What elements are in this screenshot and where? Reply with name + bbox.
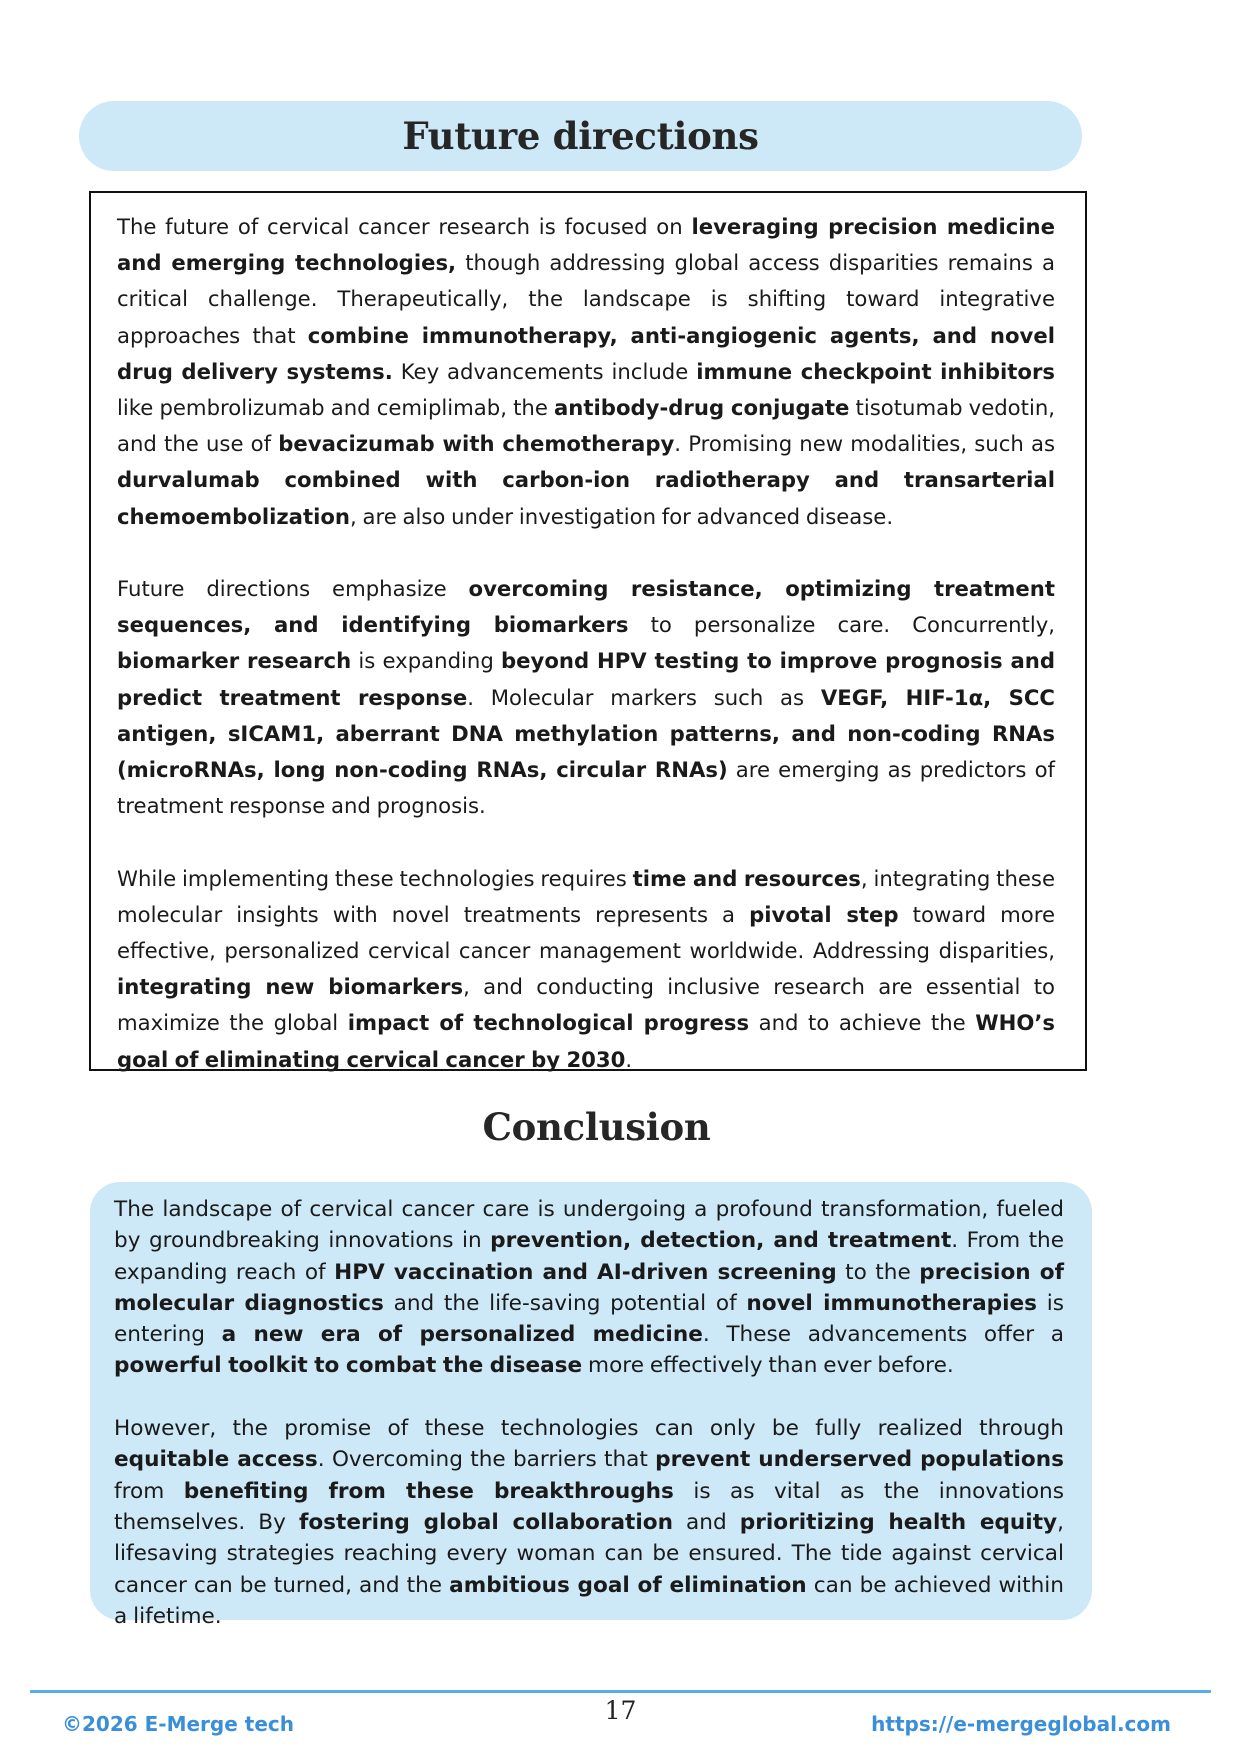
body-text: However, the promise of these technologies can only be fully realized through [114, 1416, 1064, 1442]
body-text: The landscape of cervical cancer care is undergoing a profound transformation, fueled by groundbreaking innovations in [114, 1197, 1064, 1254]
emphasized-text: time and resources [632, 865, 861, 891]
future-paragraph-2 [117, 571, 1055, 824]
body-text: more effectively than ever before. [582, 1353, 954, 1379]
body-text: , lifesaving strategies reaching every woman can be ensured. The tide against cervical cancer can be turned, and the [114, 1509, 1064, 1598]
emphasized-text: a new era of personalized medicine [221, 1322, 703, 1348]
footer-copyright: ©2026 E-Merge tech [62, 1712, 294, 1736]
emphasized-text: immune checkpoint inhibitors [696, 358, 1056, 384]
emphasized-text: prevent underserved populations [655, 1447, 1064, 1473]
body-text: and [672, 1509, 740, 1535]
emphasized-text: beyond HPV testing to improve prognosis and predict treatment response [117, 648, 1055, 710]
emphasized-text: overcoming resistance, optimizing treatment sequences, and identifying biomarkers [117, 576, 1056, 638]
body-text: is entering [114, 1290, 1064, 1348]
emphasized-text: biomarker research [117, 648, 352, 674]
body-text: is expanding [351, 648, 501, 674]
emphasized-text: WHO’s goal of eliminating cervical cancer by 2030 [117, 1010, 1056, 1072]
future-directions-banner [79, 101, 1082, 171]
future-paragraph-3 [117, 861, 1055, 1078]
body-text: to personalize care. Concurrently, [628, 612, 1055, 638]
body-text: . These advancements offer a [702, 1322, 1064, 1348]
emphasized-text: fostering global collaboration [298, 1509, 673, 1535]
body-text: toward more effective, personalized cervical cancer management worldwide. Addressing disparities, [117, 901, 1056, 964]
body-text: to the [836, 1259, 920, 1285]
body-text: While implementing these technologies requires [117, 865, 633, 891]
body-text: . Overcoming the barriers that [317, 1447, 656, 1473]
emphasized-text: equitable access [114, 1447, 318, 1473]
body-text: . [625, 1046, 633, 1072]
body-text: , and conducting inclusive research are essential to maximize the global [117, 974, 1055, 1036]
emphasized-text: HPV vaccination and AI-driven screening [334, 1259, 837, 1285]
emphasized-text: benefiting from these breakthroughs [183, 1478, 674, 1504]
body-text: and to achieve the [749, 1010, 976, 1036]
footer-divider [30, 1690, 1211, 1693]
body-text: are emerging as predictors of treatment response and prognosis. [117, 757, 1055, 819]
body-text: . Promising new modalities, such as [674, 431, 1055, 457]
body-text: . From the expanding reach of [114, 1228, 1065, 1285]
body-text: is as vital as the innovations themselves. By [114, 1478, 1064, 1535]
emphasized-text: impact of technological progress [347, 1010, 750, 1036]
body-text: tisotumab vedotin, and the use of [117, 395, 1055, 457]
emphasized-text: antibody-drug conjugate [554, 395, 850, 421]
page-number: 17 [604, 1696, 637, 1725]
body-text: and the life-saving potential of [383, 1290, 747, 1316]
future-directions-box [89, 191, 1087, 1071]
emphasized-text: powerful toolkit to combat the disease [114, 1353, 583, 1379]
emphasized-text: integrating new biomarkers [117, 974, 464, 1000]
body-text: Key advancements include [392, 358, 697, 384]
conclusion-panel [90, 1182, 1092, 1629]
body-text: like pembrolizumab and cemiplimab, the [117, 395, 554, 421]
body-text: though addressing global access disparities remains a critical challenge. Therapeutically, the landscape is shifting toward integrative approaches that [117, 250, 1055, 348]
emphasized-text: prevention, detection, and treatment [490, 1228, 952, 1254]
emphasized-text: combine immunotherapy, anti-angiogenic agents, and novel drug delivery systems. [117, 322, 1055, 384]
body-text: . Molecular markers such as [467, 684, 821, 710]
conclusion-paragraph-1 [114, 1194, 1064, 1382]
footer-website-link[interactable]: https://e-mergeglobal.com [871, 1712, 1171, 1736]
emphasized-text: leveraging precision medicine and emerging technologies, [117, 214, 1056, 276]
body-text: can be achieved within a lifetime. [114, 1572, 1064, 1629]
emphasized-text: durvalumab combined with carbon-ion radiotherapy and transarterial chemoembolization [117, 467, 1055, 529]
conclusion-heading: Conclusion [482, 1105, 711, 1149]
emphasized-text: precision of molecular diagnostics [114, 1259, 1065, 1316]
body-text: , are also under investigation for advanced disease. [350, 503, 894, 529]
body-text: The future of cervical cancer research is focused on [117, 214, 692, 239]
future-paragraph-1 [117, 209, 1055, 535]
emphasized-text: bevacizumab with chemotherapy [278, 431, 675, 457]
emphasized-text: VEGF, HIF-1α, SCC antigen, sICAM1, aberrant DNA methylation patterns, and non-coding RNAs (microRNAs, long non-coding RNAs, circular RNAs) [117, 684, 1055, 783]
emphasized-text: ambitious goal of elimination [449, 1572, 807, 1598]
emphasized-text: prioritizing health equity [739, 1509, 1058, 1535]
emphasized-text: novel immunotherapies [746, 1290, 1038, 1316]
body-text: from [114, 1478, 184, 1504]
body-text: Future directions emphasize [117, 576, 469, 602]
conclusion-paragraph-2 [114, 1413, 1064, 1632]
body-text: , integrating these molecular insights with novel treatments represents a [117, 865, 1055, 927]
emphasized-text: pivotal step [749, 901, 899, 927]
future-directions-heading: Future directions [402, 114, 759, 158]
